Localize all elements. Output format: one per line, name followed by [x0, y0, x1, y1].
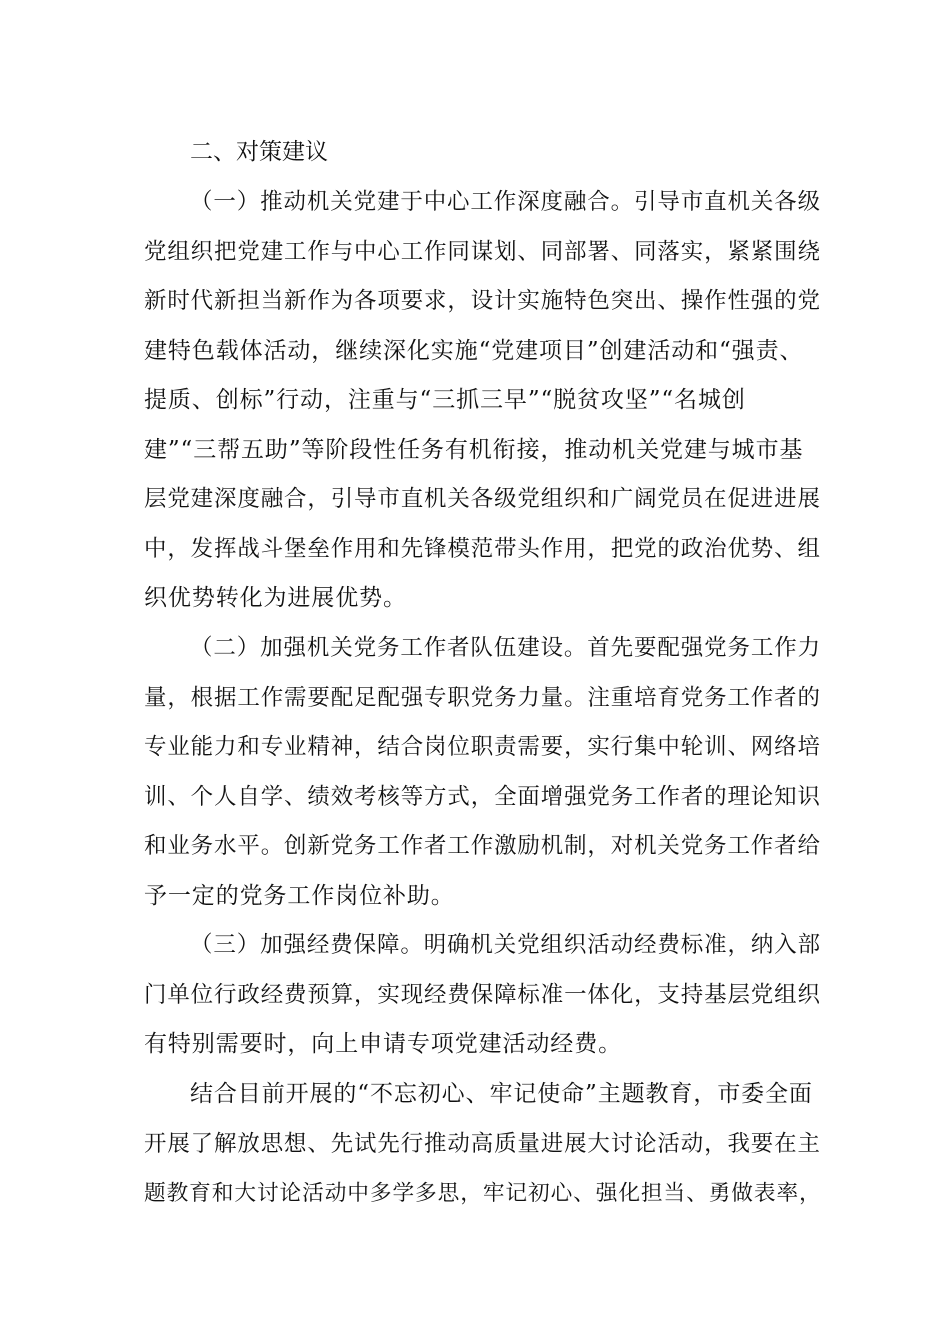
- paragraph-line: 有特别需要时，向上申请专项党建活动经费。: [144, 1031, 622, 1057]
- paragraph-line: 开展了解放思想、先试先行推动高质量进展大讨论活动，我要在主: [144, 1130, 821, 1157]
- paragraph-line: 量，根据工作需要配足配强专职党务力量。注重培育党务工作者的: [144, 684, 821, 711]
- paragraph-3: [144, 921, 824, 1070]
- paragraph-line: 新时代新担当新作为各项要求，设计实施特色突出、操作性强的党: [144, 288, 821, 314]
- paragraph-line: 中，发挥战斗堡垒作用和先锋模范带头作用，把党的政治优势、组: [144, 535, 821, 562]
- paragraph-line: 党组织把党建工作与中心工作同谋划、同部署、同落实，紧紧围绕: [144, 238, 821, 265]
- paragraph-line: （一）推动机关党建于中心工作深度融合。引导市直机关各级: [190, 189, 821, 215]
- paragraph-line: 和业务水平。创新党务工作者工作激励机制，对机关党务工作者给: [144, 833, 821, 859]
- paragraph-line: 层党建深度融合，引导市直机关各级党组织和广阔党员在促进进展: [144, 486, 821, 512]
- paragraph-line: 建”“三帮五助”等阶段性任务有机衔接，推动机关党建与城市基: [144, 436, 804, 463]
- paragraph-1: [144, 178, 824, 624]
- paragraph-line: （三）加强经费保障。明确机关党组织活动经费标准，纳入部: [190, 932, 821, 958]
- paragraph-line: 提质、创标”行动，注重与“三抓三早”“脱贫攻坚”“名城创: [144, 387, 746, 413]
- paragraph-line: （二）加强机关党务工作者队伍建设。首先要配强党务工作力: [190, 635, 821, 661]
- paragraph-4: [144, 1070, 824, 1219]
- paragraph-line: 专业能力和专业精神，结合岗位职责需要，实行集中轮训、网络培: [144, 734, 821, 760]
- paragraph-line: 建特色载体活动，继续深化实施“党建项目”创建活动和“强责、: [144, 337, 804, 364]
- section-heading: 二、对策建议: [190, 139, 328, 165]
- paragraph-line: 训、个人自学、绩效考核等方式，全面增强党务工作者的理论知识: [144, 783, 821, 810]
- paragraph-line: 予一定的党务工作岗位补助。: [144, 882, 455, 909]
- paragraph-line: 门单位行政经费预算，实现经费保障标准一体化，支持基层党组织: [144, 981, 821, 1008]
- paragraph-line: 织优势转化为进展优势。: [144, 585, 407, 611]
- section-heading-block: [144, 128, 824, 178]
- paragraph-2: [144, 624, 824, 921]
- paragraph-line: 题教育和大讨论活动中多学多思，牢记初心、强化担当、勇做表率，: [144, 1181, 822, 1206]
- paragraph-line: 结合目前开展的“不忘初心、牢记使命”主题教育，市委全面: [190, 1081, 813, 1107]
